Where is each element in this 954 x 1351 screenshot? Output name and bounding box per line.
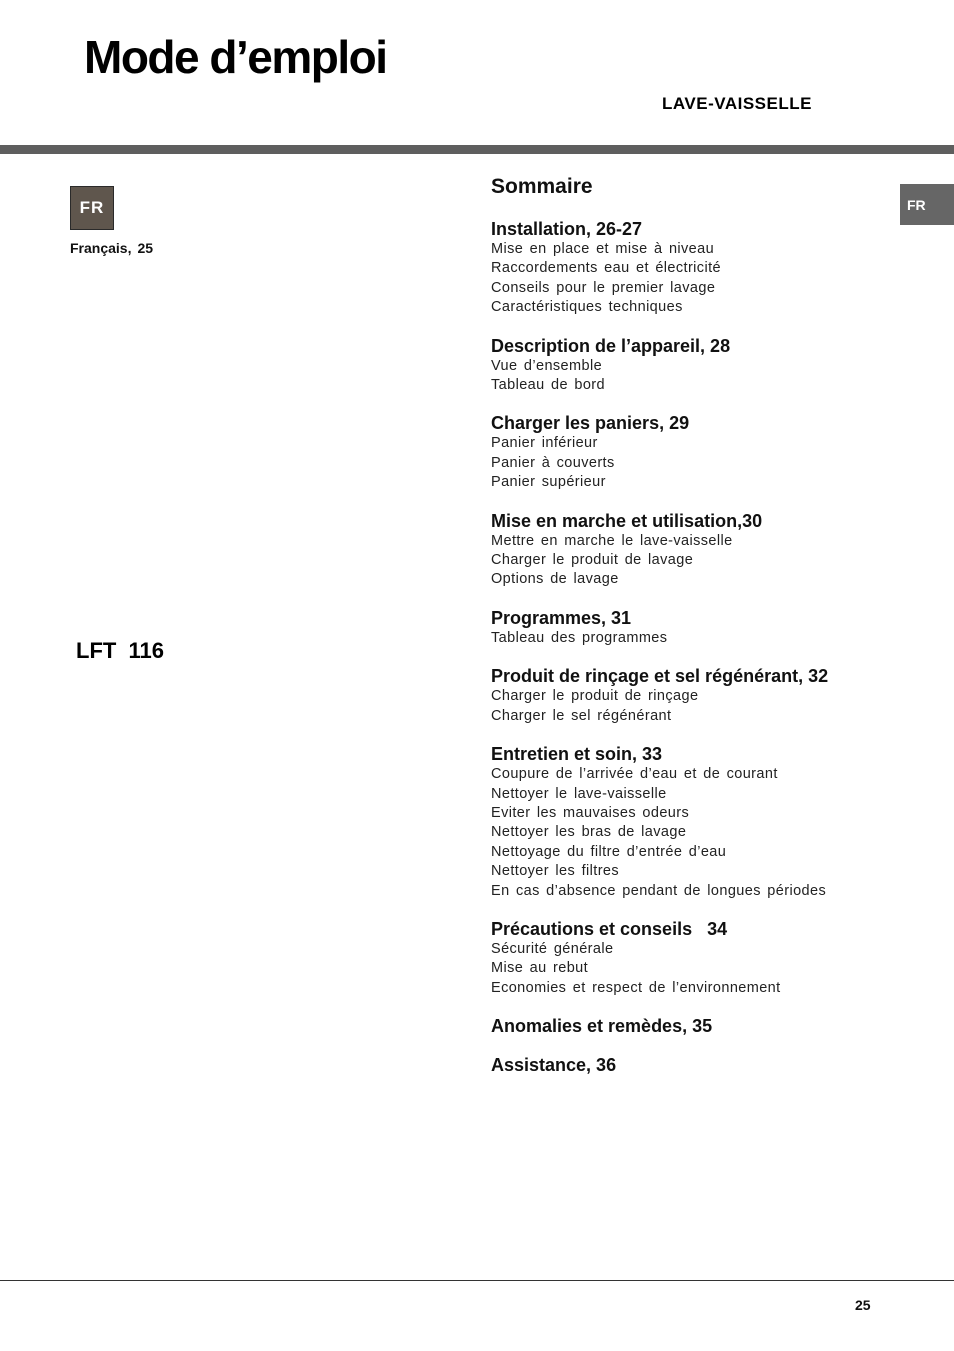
toc-section-heading: Programmes, 31 [491, 607, 632, 628]
toc-subitem: Charger le produit de rinçage [491, 688, 699, 705]
toc-section [491, 918, 931, 998]
toc-subitem: Mettre en marche le lave-vaisselle [491, 532, 733, 549]
toc-subitem: Mise en place et mise à niveau [491, 241, 715, 257]
toc-subitem: Sécurité générale [491, 940, 614, 957]
toc-section [491, 1054, 931, 1076]
footer-divider [0, 1280, 954, 1281]
toc-section-heading: Assistance, 36 [491, 1055, 617, 1076]
toc-subitem: Nettoyage du filtre d’entrée d’eau [491, 843, 727, 860]
toc-section [491, 607, 931, 648]
toc-section [491, 335, 931, 396]
toc-title: Sommaire [491, 175, 593, 198]
toc-subitem: Nettoyer le lave-vaisselle [491, 785, 667, 802]
model-name: LFT 116 [76, 638, 165, 663]
toc-section-heading: Description de l’appareil, 28 [491, 335, 731, 356]
toc-section-heading: Charger les paniers, 29 [491, 413, 690, 434]
toc-subitem: Vue d’ensemble [491, 357, 603, 374]
toc-subitem: Tableau de bord [491, 377, 605, 394]
toc-subitem: Coupure de l’arrivée d’eau et de courant [491, 766, 778, 783]
header-divider [0, 145, 954, 154]
toc-section-heading: Produit de rinçage et sel régénérant, 32 [491, 666, 829, 687]
toc-subitem: Tableau des programmes [491, 629, 668, 646]
toc-section [491, 218, 931, 318]
toc-section-heading: Installation, 26-27 [491, 219, 643, 239]
toc-subitem: Charger le sel régénérant [491, 707, 672, 724]
toc-subitem: Conseils pour le premier lavage [491, 279, 716, 296]
toc-section [491, 510, 931, 590]
document-subtitle: LAVE-VAISSELLE [662, 94, 812, 113]
toc-subitem: Economies et respect de l’environnement [491, 979, 781, 996]
toc-subitem: Panier inférieur [491, 435, 598, 452]
toc-section [491, 412, 931, 492]
toc-subitem: Panier supérieur [491, 474, 606, 491]
language-caption-label: Français, [70, 240, 132, 256]
toc-section-heading: Anomalies et remèdes, 35 [491, 1016, 713, 1037]
language-badge: FR [70, 186, 114, 230]
language-caption [70, 240, 153, 256]
toc-subitem: Options de lavage [491, 571, 619, 588]
toc-subitem: Panier à couverts [491, 454, 615, 471]
toc-section [491, 665, 931, 726]
toc-section-heading: Précautions et conseils 34 [491, 918, 728, 939]
toc-subitem: Nettoyer les filtres [491, 863, 620, 880]
toc-section-heading: Mise en marche et utilisation,30 [491, 510, 763, 531]
toc-subitem: En cas d’absence pendant de longues périodes [491, 882, 827, 899]
toc-subitem: Eviter les mauvaises odeurs [491, 804, 690, 821]
side-language-tab: FR [900, 184, 954, 225]
toc-subitem: Nettoyer les bras de lavage [491, 824, 687, 841]
language-caption-page: 25 [137, 240, 154, 256]
toc-subitem: Charger le produit de lavage [491, 552, 694, 569]
toc-sections [491, 218, 931, 1076]
toc-section-heading: Entretien et soin, 33 [491, 744, 663, 765]
toc-section [491, 1015, 931, 1037]
toc-subitem: Caractéristiques techniques [491, 299, 683, 316]
toc-subitem: Mise au rebut [491, 960, 589, 977]
page-number: 25 [855, 1297, 871, 1313]
toc-subitem: Raccordements eau et électricité [491, 260, 721, 277]
table-of-contents [491, 175, 931, 1093]
toc-section [491, 743, 931, 901]
page-title: Mode d’emploi [84, 31, 387, 83]
